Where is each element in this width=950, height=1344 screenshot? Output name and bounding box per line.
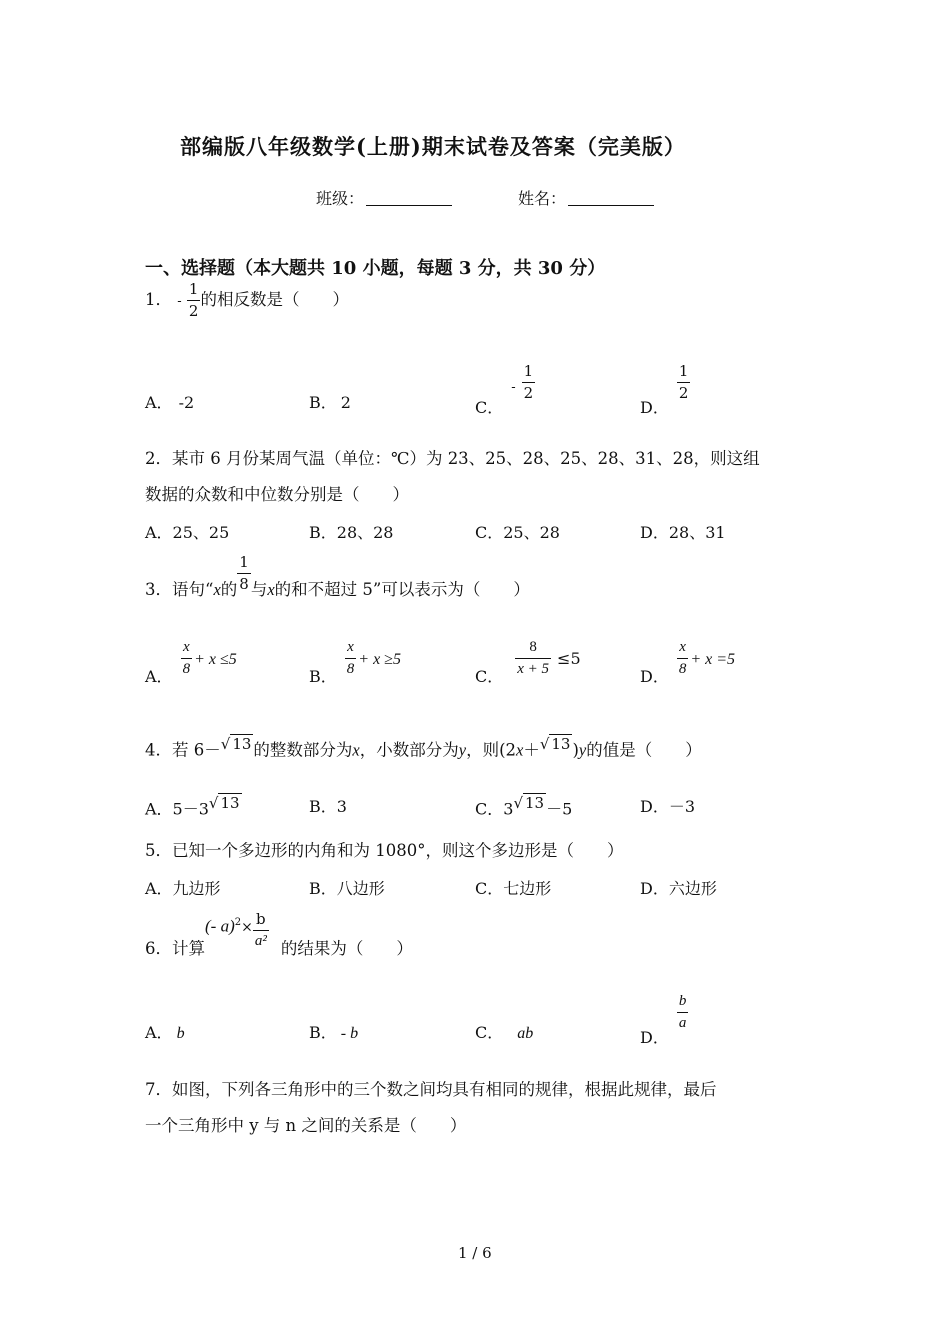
q2-option-d[interactable]: D．28、31 xyxy=(640,523,726,542)
q4-option-a[interactable]: A．5－3√ 13 xyxy=(145,794,240,819)
q6-option-b[interactable]: B． - b xyxy=(309,1023,359,1042)
question-3: 3．语句“x的 $\frac{1}{8}$ 与x的和不超过 5”可以表示为（ ） xyxy=(145,553,530,599)
q5-option-b[interactable]: B．八边形 xyxy=(309,879,385,898)
q1-fraction: $\frac{1}{2}$ xyxy=(188,280,199,320)
question-6: 6．计算(- a)$^2$× $\frac{b}{\text{a²}}$ 的结果为（ ） xyxy=(145,910,413,958)
class-label: 班级： xyxy=(316,189,365,208)
q3-option-b[interactable]: B． $\frac{x}{8}$ + x ≥5 xyxy=(309,639,401,686)
section-heading: 一、选择题（本大题共 10 小题，每题 3 分，共 30 分） xyxy=(145,258,606,279)
class-field xyxy=(316,186,452,209)
name-field xyxy=(518,186,654,209)
q4-option-d[interactable]: D．－3 xyxy=(640,797,696,816)
q3-option-a[interactable]: A． $\frac{x}{8}$ + x ≤5 xyxy=(145,639,237,686)
page-number: 1 / 6 xyxy=(458,1244,492,1262)
q1-option-a[interactable]: A． -2 xyxy=(145,393,195,412)
q5-option-d[interactable]: D．六边形 xyxy=(640,879,717,898)
q1-option-c[interactable]: C．$_-$ $\frac{1}{2}$ xyxy=(475,362,534,417)
q1-text: 的相反数是（ ） xyxy=(200,290,349,309)
name-label: 姓名： xyxy=(518,189,567,208)
question-1 xyxy=(145,282,349,319)
q1-minus: - xyxy=(177,294,182,309)
q1-option-b[interactable]: B． 2 xyxy=(309,393,351,412)
q1-number: 1． xyxy=(145,290,172,309)
question-5: 5．已知一个多边形的内角和为 1080°，则这个多边形是（ ） xyxy=(145,841,624,860)
question-2-line1: 2．某市 6 月份某周气温（单位：℃）为 23、25、28、25、28、31、28，则这组 xyxy=(145,449,760,468)
q5-option-a[interactable]: A．九边形 xyxy=(145,879,221,898)
question-7-line1: 7．如图，下列各三角形中的三个数之间均具有相同的规律，根据此规律，最后 xyxy=(145,1080,717,1099)
q6-option-c[interactable]: C． ab xyxy=(475,1023,534,1042)
q3-option-c[interactable]: C． $\frac{8}{x + 5}$ ≤5 xyxy=(475,639,581,686)
question-2-line2: 数据的众数和中位数分别是（ ） xyxy=(145,485,409,504)
q4-option-b[interactable]: B．3 xyxy=(309,797,347,816)
name-blank[interactable] xyxy=(568,191,654,206)
question-4: 4．若 6－√ 13 的整数部分为x，小数部分为y，则(2x＋√ 13 )y的值是（ ） xyxy=(145,735,702,760)
q2-option-a[interactable]: A．25、25 xyxy=(145,523,230,542)
page-title: 部编版八年级数学(上册)期末试卷及答案（完美版） xyxy=(180,134,686,159)
class-blank[interactable] xyxy=(366,191,452,206)
q4-option-c[interactable]: C．3√ 13 －5 xyxy=(475,794,573,819)
q5-option-c[interactable]: C．七边形 xyxy=(475,879,552,898)
q2-option-b[interactable]: B．28、28 xyxy=(309,523,394,542)
q1-option-d[interactable]: D． $\frac{1}{2}$ xyxy=(640,362,689,417)
q6-option-a[interactable]: A． b xyxy=(145,1023,185,1042)
q2-option-c[interactable]: C．25、28 xyxy=(475,523,560,542)
q3-option-d[interactable]: D． $\frac{x}{8}$ + x =5 xyxy=(640,639,736,686)
question-7-line2: 一个三角形中 y 与 n 之间的关系是（ ） xyxy=(145,1116,467,1135)
q6-option-d[interactable]: D． $\frac{b}{a}$ xyxy=(640,993,687,1047)
